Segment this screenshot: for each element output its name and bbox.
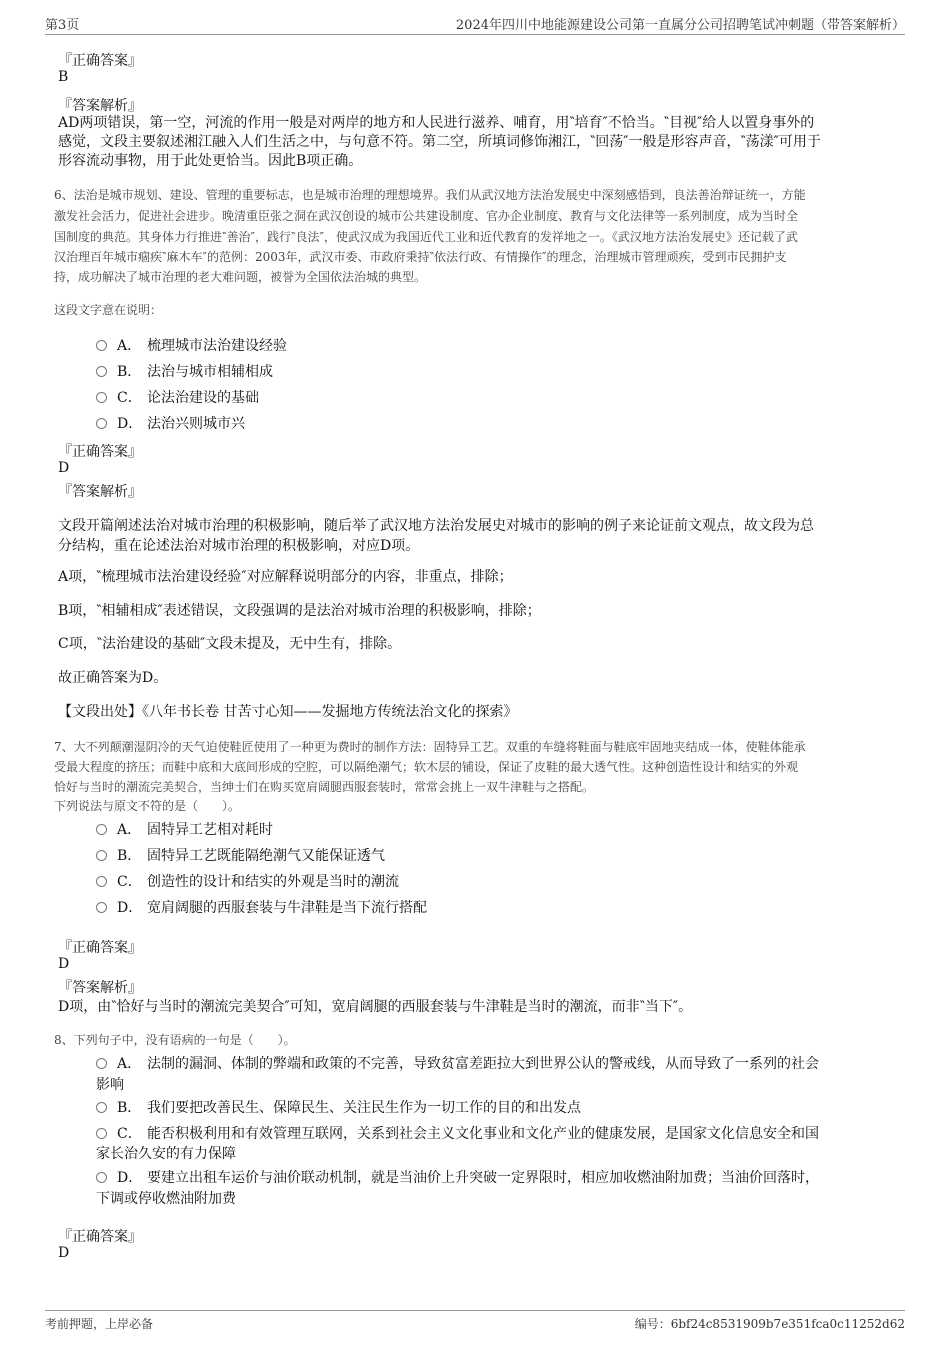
- radio-icon[interactable]: [96, 366, 107, 377]
- option-c[interactable]: C． 创造性的设计和结实的外观是当时的潮流: [96, 871, 399, 891]
- answer-value: D: [58, 460, 70, 476]
- option-c[interactable]: C． 论法治建设的基础: [96, 387, 259, 407]
- radio-icon[interactable]: [96, 392, 107, 403]
- analysis-label: 『答案解析』: [58, 98, 142, 114]
- question-stem-line: 持，成功解决了城市治理的老大难问题，被誉为全国依法治城的典型。: [54, 270, 427, 284]
- page-header: [45, 14, 905, 35]
- question-stem: 8、下列句子中，没有语病的一句是（ ）。: [54, 1033, 296, 1047]
- option-d-continuation: 下调或停收燃油附加费: [96, 1191, 236, 1207]
- analysis-label: 『答案解析』: [58, 484, 142, 500]
- question-prompt: 下列说法与原文不符的是（ ）。: [54, 799, 241, 813]
- answer-label: 『正确答案』: [58, 53, 142, 69]
- option-c[interactable]: C． 能否积极利用和有效管理互联网，关系到社会主义文化事业和文化产业的健康发展，是国家文化信息安全和国: [96, 1123, 819, 1143]
- analysis-line: 感觉，文段主要叙述湘江融入人们生活之中，与句意不符。第二空，所填词修饰湘江，‶回荡″一般是形容声音，‶荡漾″可用于: [58, 134, 821, 150]
- radio-icon[interactable]: [96, 824, 107, 835]
- analysis-line: C项，‶法治建设的基础″文段未提及，无中生有，排除。: [58, 636, 402, 652]
- option-a[interactable]: A． 固特异工艺相对耗时: [96, 819, 273, 839]
- radio-icon[interactable]: [96, 418, 107, 429]
- radio-icon[interactable]: [96, 340, 107, 351]
- question-stem-line: 受最大程度的挤压；而鞋中底和大底间形成的空腔，可以隔绝潮气；软木层的铺设，保证了皮鞋的最大透气性。这种创造性设计和结实的外观: [54, 760, 799, 774]
- page-footer: [45, 1310, 905, 1334]
- radio-icon[interactable]: [96, 1172, 107, 1183]
- answer-value: B: [58, 69, 69, 85]
- option-a[interactable]: A． 法制的漏洞、体制的弊端和政策的不完善，导致贫富差距拉大到世界公认的警戒线，从而导致了一系列的社会: [96, 1053, 819, 1073]
- option-c-continuation: 家长治久安的有力保障: [96, 1146, 236, 1162]
- option-d[interactable]: D． 法治兴则城市兴: [96, 413, 245, 433]
- option-b[interactable]: B． 我们要把改善民生、保障民生、关注民生作为一切工作的目的和出发点: [96, 1097, 581, 1117]
- question-stem-line: 6、法治是城市规划、建设、管理的重要标志，也是城市治理的理想境界。我们从武汉地方法治发展史中深刻感悟到，良法善治辩证统一，方能: [54, 188, 806, 202]
- question-stem-line: 汉治理百年城市痼疾‶麻木车″的范例：2003年，武汉市委、市政府秉持‶依法行政、有情操作″的理念，治理城市管理顽疾，受到市民拥护支: [54, 250, 787, 264]
- analysis-line: AD两项错误，第一空，河流的作用一般是对两岸的地方和人民进行滋养、哺育，用‶培育″不恰当。‶目视″给人以置身事外的: [58, 115, 815, 131]
- radio-icon[interactable]: [96, 1128, 107, 1139]
- answer-label: 『正确答案』: [58, 940, 142, 956]
- option-a[interactable]: A． 梳理城市法治建设经验: [96, 335, 287, 355]
- answer-value: D: [58, 1245, 70, 1261]
- analysis-line: B项，‶相辅相成″表述错误，文段强调的是法治对城市治理的积极影响，排除；: [58, 603, 541, 619]
- option-d[interactable]: D． 宽肩阔腿的西服套装与牛津鞋是当下流行搭配: [96, 897, 427, 917]
- option-b[interactable]: B． 法治与城市相辅相成: [96, 361, 273, 381]
- question-stem-line: 7、大不列颠潮湿阴冷的天气迫使鞋匠使用了一种更为费时的制作方法：固特异工艺。双重的车缝将鞋面与鞋底牢固地夹结成一体，使鞋体能承: [54, 740, 806, 754]
- radio-icon[interactable]: [96, 850, 107, 861]
- answer-label: 『正确答案』: [58, 1229, 142, 1245]
- page-number: 第3页: [45, 18, 80, 33]
- question-stem-line: 恰好与当时的潮流完美契合，当绅士们在购买宽肩阔腿西服套装时，常常会挑上一双牛津鞋与之搭配。: [54, 780, 595, 794]
- question-stem-line: 国制度的典范。其身体力行推进‶善治″，践行‶良法″，使武汉成为我国近代工业和近代教育的发祥地之一。《武汉地方法治发展史》还记载了武: [54, 230, 798, 244]
- footer-slogan: 考前押题，上岸必备: [45, 1317, 154, 1331]
- analysis-line: A项，‶梳理城市法治建设经验″对应解释说明部分的内容，非重点，排除；: [58, 569, 513, 585]
- question-prompt: 这段文字意在说明：: [54, 303, 163, 317]
- radio-icon[interactable]: [96, 876, 107, 887]
- document-title: 2024年四川中地能源建设公司第一直属分公司招聘笔试冲刺题（带答案解析）: [455, 18, 905, 33]
- source-citation: 【文段出处】《八年书长卷 甘苦寸心知——发掘地方传统法治文化的探索》: [58, 704, 518, 720]
- answer-value: D: [58, 956, 70, 972]
- analysis-line: 故正确答案为D。: [58, 670, 168, 686]
- document-code: 编号：6bf24c8531909b7e351fca0c11252d62: [634, 1317, 905, 1331]
- analysis-line: 文段开篇阐述法治对城市治理的积极影响，随后举了武汉地方法治发展史对城市的影响的例子来论证前文观点，故文段为总: [58, 518, 814, 534]
- analysis-line: D项，由‶恰好与当时的潮流完美契合″可知，宽肩阔腿的西服套装与牛津鞋是当时的潮流，而非‶当下″。: [58, 999, 693, 1015]
- answer-label: 『正确答案』: [58, 444, 142, 460]
- analysis-line: 分结构，重在论述法治对城市治理的积极影响，对应D项。: [58, 538, 420, 554]
- question-stem-line: 激发社会活力，促进社会进步。晚清重臣张之洞在武汉创设的城市公共建设制度、官办企业制度、教育与文化法律等一系列制度，成为当时全: [54, 209, 799, 223]
- radio-icon[interactable]: [96, 902, 107, 913]
- radio-icon[interactable]: [96, 1058, 107, 1069]
- option-a-continuation: 影响: [96, 1077, 124, 1093]
- option-b[interactable]: B． 固特异工艺既能隔绝潮气又能保证透气: [96, 845, 385, 865]
- analysis-line: 形容流动事物，用于此处更恰当。因此B项正确。: [58, 153, 363, 169]
- radio-icon[interactable]: [96, 1102, 107, 1113]
- option-d[interactable]: D． 要建立出租车运价与油价联动机制，就是当油价上升突破一定界限时，相应加收燃油附加费；当油价回落时，: [96, 1167, 819, 1187]
- analysis-label: 『答案解析』: [58, 980, 142, 996]
